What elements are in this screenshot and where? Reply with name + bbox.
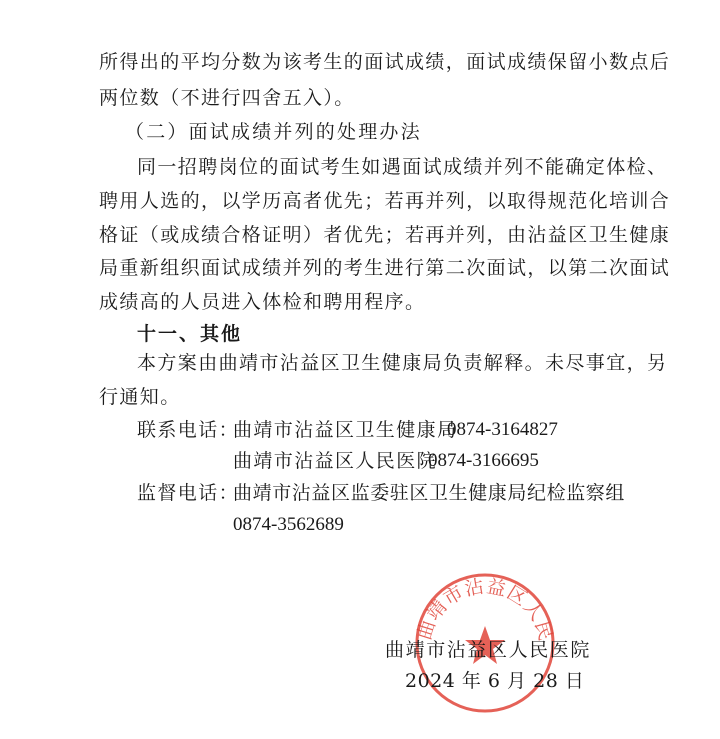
contact-label: 联系电话： [137, 419, 240, 441]
section-heading: 十一、其他 [137, 323, 243, 345]
paragraph-line: 所得出的平均分数为该考生的面试成绩，面试成绩保留小数点后 [99, 51, 671, 73]
supervise-name: 曲靖市沾益区监委驻区卫生健康局纪检监察组 [233, 482, 626, 504]
contact-name: 曲靖市沾益区人民医院 [233, 450, 438, 472]
paragraph-line: 两位数（不进行四舍五入）。 [99, 87, 355, 109]
supervise-phone: 0874-3562689 [233, 514, 344, 535]
contact-phone: 0874-3166695 [428, 450, 539, 471]
signature-org: 曲靖市沾益区人民医院 [385, 639, 592, 661]
supervise-label: 监督电话： [137, 482, 240, 504]
contact-phone: 0874-3164827 [447, 419, 558, 440]
paragraph-line: 聘用人选的，以学历高者优先；若再并列，以取得规范化培训合 [99, 190, 671, 212]
paragraph-line: 本方案由曲靖市沾益区卫生健康局负责解释。未尽事宜，另 [137, 352, 668, 374]
paragraph-line: 行通知。 [99, 386, 181, 408]
contact-name: 曲靖市沾益区卫生健康局 [233, 419, 458, 441]
section-heading: （二）面试成绩并列的处理办法 [125, 121, 422, 143]
seal-text: 曲靖市沾益区人民 [413, 575, 557, 644]
paragraph-line: 同一招聘岗位的面试考生如遇面试成绩并列不能确定体检、 [137, 156, 668, 178]
paragraph-line: 格证（或成绩合格证明）者优先；若再并列，由沾益区卫生健康 [99, 224, 671, 246]
paragraph-line: 成绩高的人员进入体检和聘用程序。 [99, 291, 426, 313]
paragraph-line: 局重新组织面试成绩并列的考生进行第二次面试，以第二次面试 [99, 257, 671, 279]
signature-date: 2024 年 6 月 28 日 [405, 670, 585, 692]
